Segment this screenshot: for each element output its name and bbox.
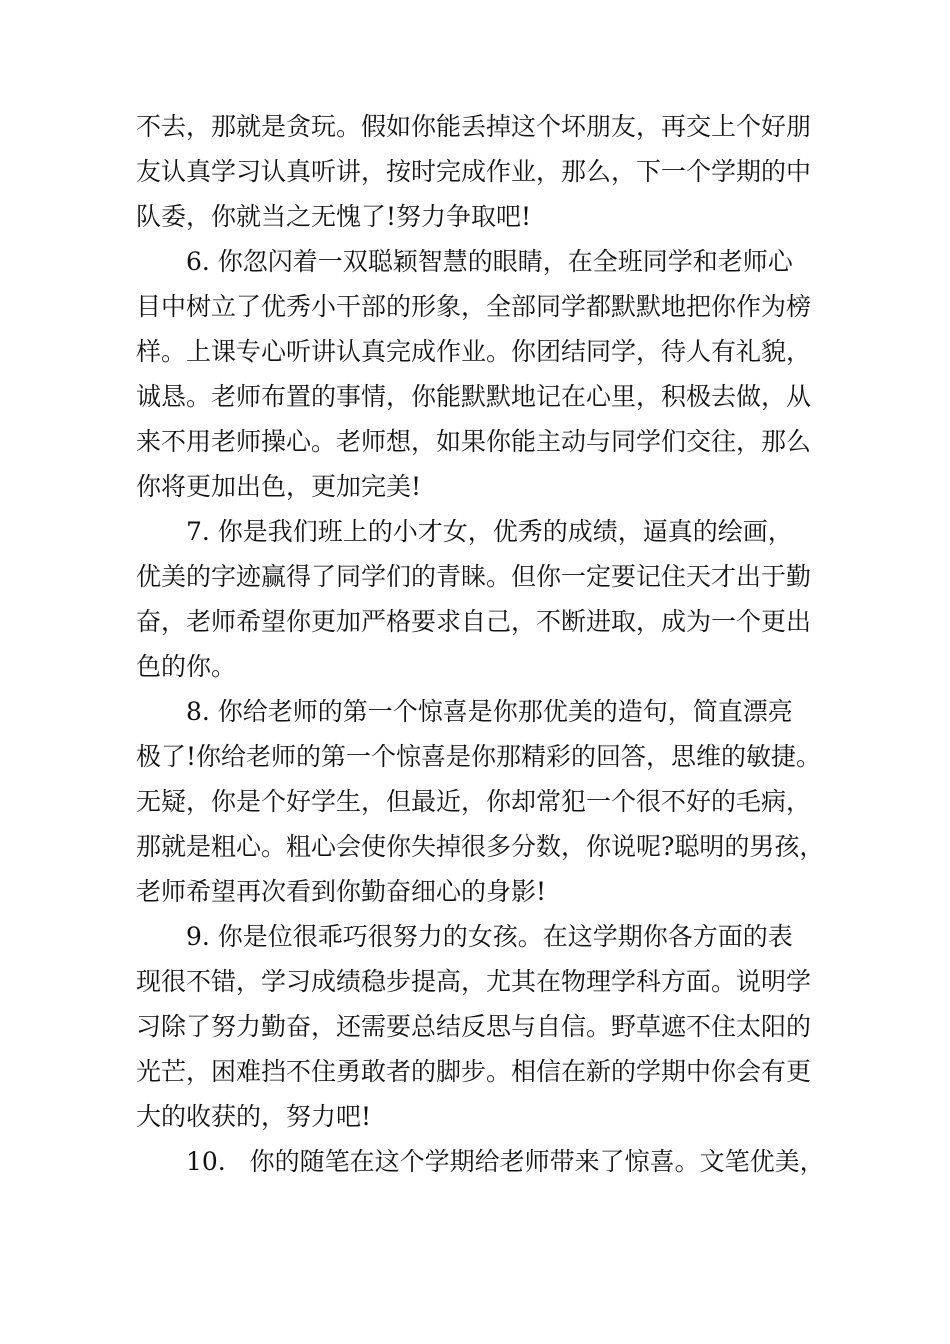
text-line: 大的收获的，努力吧! <box>136 1102 372 1131</box>
paragraph-7-start: 7. 你是我们班上的小才女，优秀的成绩，逼真的绘画， <box>186 517 793 546</box>
paragraph-9-start: 9. 你是位很乖巧很努力的女孩。在这学期你各方面的表 <box>186 922 793 951</box>
text-line: 光芒，困难挡不住勇敢者的脚步。相信在新的学期中你会有更 <box>136 1057 812 1086</box>
text-line: 色的你。 <box>136 652 237 681</box>
text-line: 习除了努力勤奋，还需要总结反思与自信。野草遮不住太阳的 <box>136 1012 812 1041</box>
text-line: 你将更加出色，更加完美! <box>136 472 422 501</box>
text-line: 那就是粗心。粗心会使你失掉很多分数，你说呢?聪明的男孩， <box>136 832 825 861</box>
text-line: 不去，那就是贪玩。假如你能丢掉这个坏朋友，再交上个好朋 <box>136 112 812 141</box>
text-line: 友认真学习认真听讲，按时完成作业，那么，下一个学期的中 <box>136 157 812 186</box>
text-line: 来不用老师操心。老师想，如果你能主动与同学们交往，那么 <box>136 427 812 456</box>
text-line: 老师希望再次看到你勤奋细心的身影! <box>136 877 547 906</box>
text-line: 样。上课专心听讲认真完成作业。你团结同学，待人有礼貌， <box>136 337 812 366</box>
paragraph-8-start: 8. 你给老师的第一个惊喜是你那优美的造句，简直漂亮 <box>186 697 793 726</box>
text-line: 目中树立了优秀小干部的形象，全部同学都默默地把你作为榜 <box>136 292 812 321</box>
text-line: 奋，老师希望你更加严格要求自己，不断进取，成为一个更出 <box>136 607 812 636</box>
text-line: 极了!你给老师的第一个惊喜是你那精彩的回答，思维的敏捷。 <box>136 742 822 771</box>
text-line: 队委，你就当之无愧了!努力争取吧! <box>136 202 532 231</box>
text-line: 现很不错，学习成绩稳步提高，尤其在物理学科方面。说明学 <box>136 967 812 996</box>
paragraph-6-start: 6. 你忽闪着一双聪颖智慧的眼睛，在全班同学和老师心 <box>186 247 793 276</box>
paragraph-10-start: 10. 你的随笔在这个学期给老师带来了惊喜。文笔优美， <box>186 1147 825 1176</box>
text-line: 无疑，你是个好学生，但最近，你却常犯一个很不好的毛病， <box>136 787 812 816</box>
text-line: 诚恳。老师布置的事情，你能默默地记在心里，积极去做，从 <box>136 382 812 411</box>
text-line: 优美的字迹赢得了同学们的青睐。但你一定要记住天才出于勤 <box>136 562 812 591</box>
